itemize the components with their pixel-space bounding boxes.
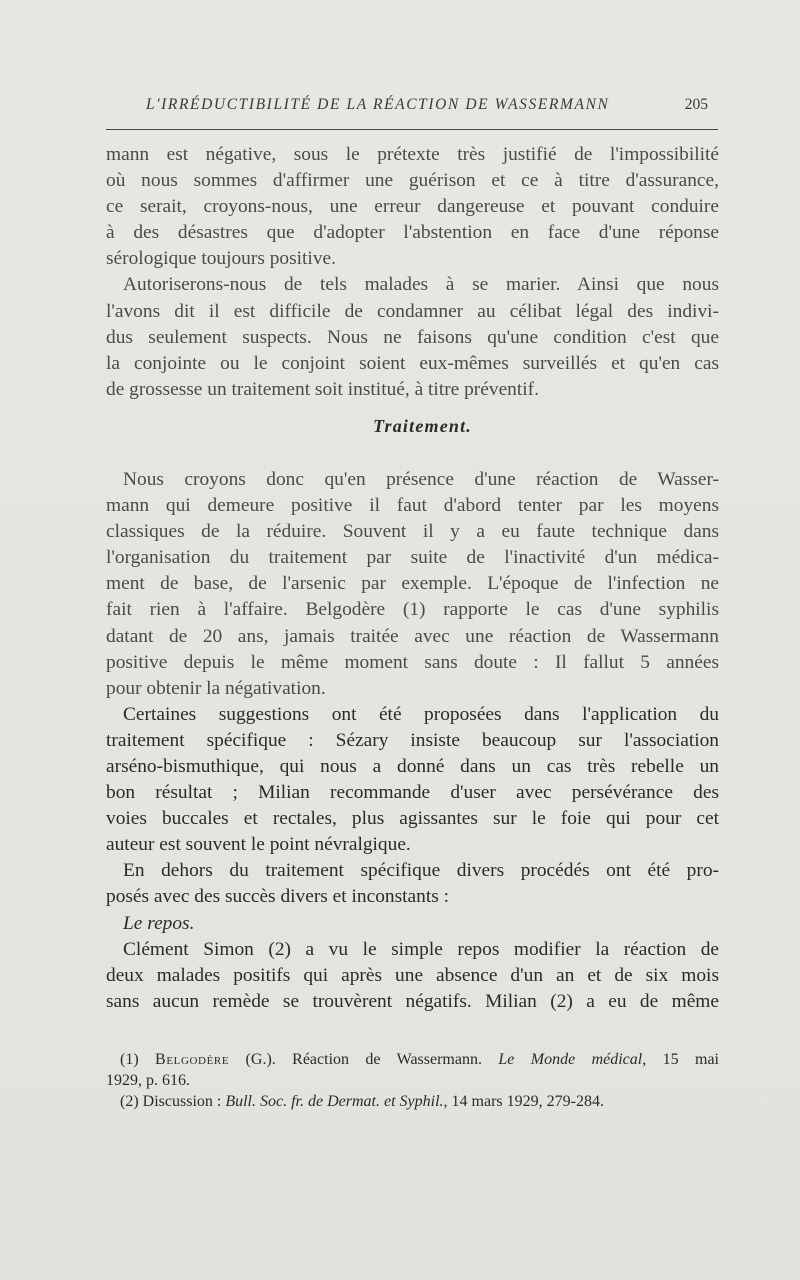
- footnote-1: [106, 1049, 719, 1070]
- footnote-journal: Bull. Soc. fr. de Dermat. et Syphil.,: [225, 1093, 448, 1110]
- body-text: [106, 142, 719, 1015]
- text-line: l'organisation du traitement par suite de l'inactivité d'un médica-: [106, 547, 719, 569]
- running-header: [146, 96, 708, 122]
- text-line: datant de 20 ans, jamais traitée avec une réaction de Wassermann: [106, 625, 719, 647]
- text-line: classiques de la réduire. Souvent il y a eu faute technique dans: [106, 521, 719, 543]
- running-title: L'IRRÉDUCTIBILITÉ DE LA RÉACTION DE WASSERMANN: [146, 96, 610, 113]
- text-line: fait rien à l'affaire. Belgodère (1) rapporte le cas d'une syphilis: [106, 599, 719, 621]
- footnote-marker: (1): [120, 1051, 139, 1068]
- footnote-text: Discussion :: [138, 1093, 226, 1110]
- text-line: dus seulement suspects. Nous ne faisons qu'une condition c'est que: [106, 326, 719, 348]
- section-heading: Traitement.: [372, 415, 473, 436]
- text-line: mann est négative, sous le prétexte très justifié de l'impossibilité: [106, 144, 719, 165]
- text-line: Clément Simon (2) a vu le simple repos modifier la réaction de: [123, 938, 719, 960]
- footnote-author: Belgodère: [155, 1051, 230, 1068]
- text-line: sans aucun remède se trouvèrent négatifs. Milian (2) a eu de même: [106, 990, 719, 1012]
- text-line: la conjointe ou le conjoint soient eux-mêmes surveillés et qu'en cas: [106, 352, 719, 374]
- text-line: En dehors du traitement spécifique divers procédés ont été pro-: [123, 860, 719, 882]
- text-line: arséno-bismuthique, qui nous a donné dans un cas très rebelle un: [106, 755, 719, 777]
- paragraph-5: [106, 858, 719, 910]
- text-line: l'avons dit il est difficile de condamner au célibat légal des indivi-: [106, 300, 719, 322]
- page-number: 205: [684, 96, 708, 113]
- footnote-text: 14 mars 1929, 279-284.: [447, 1093, 604, 1110]
- text-line: où nous sommes d'affirmer une guérison et ce à titre d'assurance,: [106, 170, 719, 192]
- footnote-marker: (2): [120, 1093, 139, 1110]
- text-line: ce serait, croyons-nous, une erreur dangereuse et pouvant conduire: [106, 196, 719, 218]
- subheading-repos: Le repos.: [123, 912, 195, 934]
- footnote-2: [106, 1091, 719, 1112]
- text-line: posés avec des succès divers et inconstants :: [106, 886, 450, 908]
- footnote-journal: Le Monde médical,: [498, 1051, 647, 1068]
- footnote-text: (G.). Réaction de Wassermann.: [229, 1051, 499, 1068]
- footnote-text: 15 mai: [646, 1051, 719, 1068]
- text-line: de grossesse un traitement soit institué, à titre préventif.: [106, 378, 539, 400]
- paragraph-3: [106, 467, 719, 702]
- text-line: bon résultat ; Milian recommande d'user avec persévérance des: [106, 782, 719, 804]
- text-line: Nous croyons donc qu'en présence d'une réaction de Wasser-: [123, 468, 719, 490]
- text-line: Autoriserons-nous de tels malades à se marier. Ainsi que nous: [123, 274, 719, 296]
- header-rule: [106, 129, 718, 130]
- text-line: voies buccales et rectales, plus agissantes sur le foie qui pour cet: [106, 808, 719, 830]
- text-line: mann qui demeure positive il faut d'abord tenter par les moyens: [106, 495, 719, 517]
- paragraph-1: [106, 142, 719, 272]
- footnote-1-continued: 1929, p. 616.: [106, 1072, 190, 1089]
- text-line: Certaines suggestions ont été proposées dans l'application du: [123, 703, 719, 725]
- text-line: positive depuis le même moment sans doute : Il fallut 5 années: [106, 651, 719, 673]
- text-line: traitement spécifique : Sézary insiste beaucoup sur l'association: [106, 729, 719, 751]
- paragraph-6: [106, 937, 719, 1015]
- text-line: à des désastres que d'adopter l'abstention en face d'une réponse: [106, 222, 719, 244]
- footnotes: [106, 1049, 719, 1112]
- text-line: ment de base, de l'arsenic par exemple. L'époque de l'infection ne: [106, 573, 719, 595]
- text-line: auteur est souvent le point névralgique.: [106, 834, 411, 856]
- paragraph-4: [106, 702, 719, 859]
- text-line: pour obtenir la négativation.: [106, 677, 326, 699]
- paragraph-2: [106, 272, 719, 402]
- text-line: sérologique toujours positive.: [106, 248, 336, 270]
- text-line: deux malades positifs qui après une absence d'un an et de six mois: [106, 964, 719, 986]
